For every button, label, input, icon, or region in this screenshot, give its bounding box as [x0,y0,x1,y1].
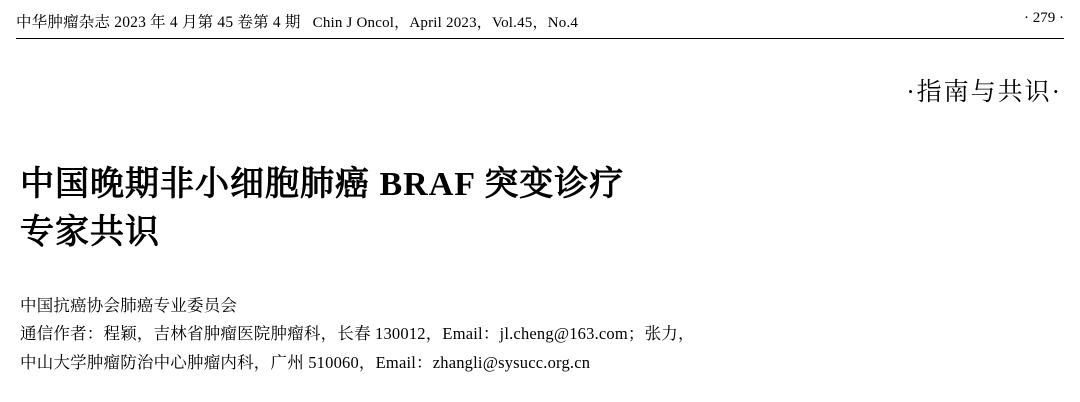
page-title-line-1: 中国晚期非小细胞肺癌 BRAF 突变诊疗 [20,165,625,203]
page-number: · 279 · [1024,10,1064,26]
section-kicker: ·指南与共识· [906,79,1062,106]
journal-citation-english: Chin J Oncol，April 2023，Vol.45，No.4 [312,15,579,31]
page-title [20,161,880,258]
corresponding-author-line-2: 中山大学肿瘤防治中心肿瘤内科，广州 510060，Email：zhangli@sysucc.org.cn [20,352,591,372]
running-header [16,10,1064,40]
journal-citation [16,10,578,32]
page-title-line-2: 专家共识 [20,214,160,252]
author-organization: 中国抗癌协会肺癌专业委员会 [20,296,238,315]
header-divider [16,38,1064,39]
author-block [20,292,1040,377]
corresponding-author-line-1: 通信作者：程颖，吉林省肿瘤医院肿瘤科，长春 130012，Email：jl.cheng@163.com；张力， [20,324,695,344]
journal-citation-chinese: 中华肿瘤杂志 2023 年 4 月第 45 卷第 4 期 [16,14,301,31]
